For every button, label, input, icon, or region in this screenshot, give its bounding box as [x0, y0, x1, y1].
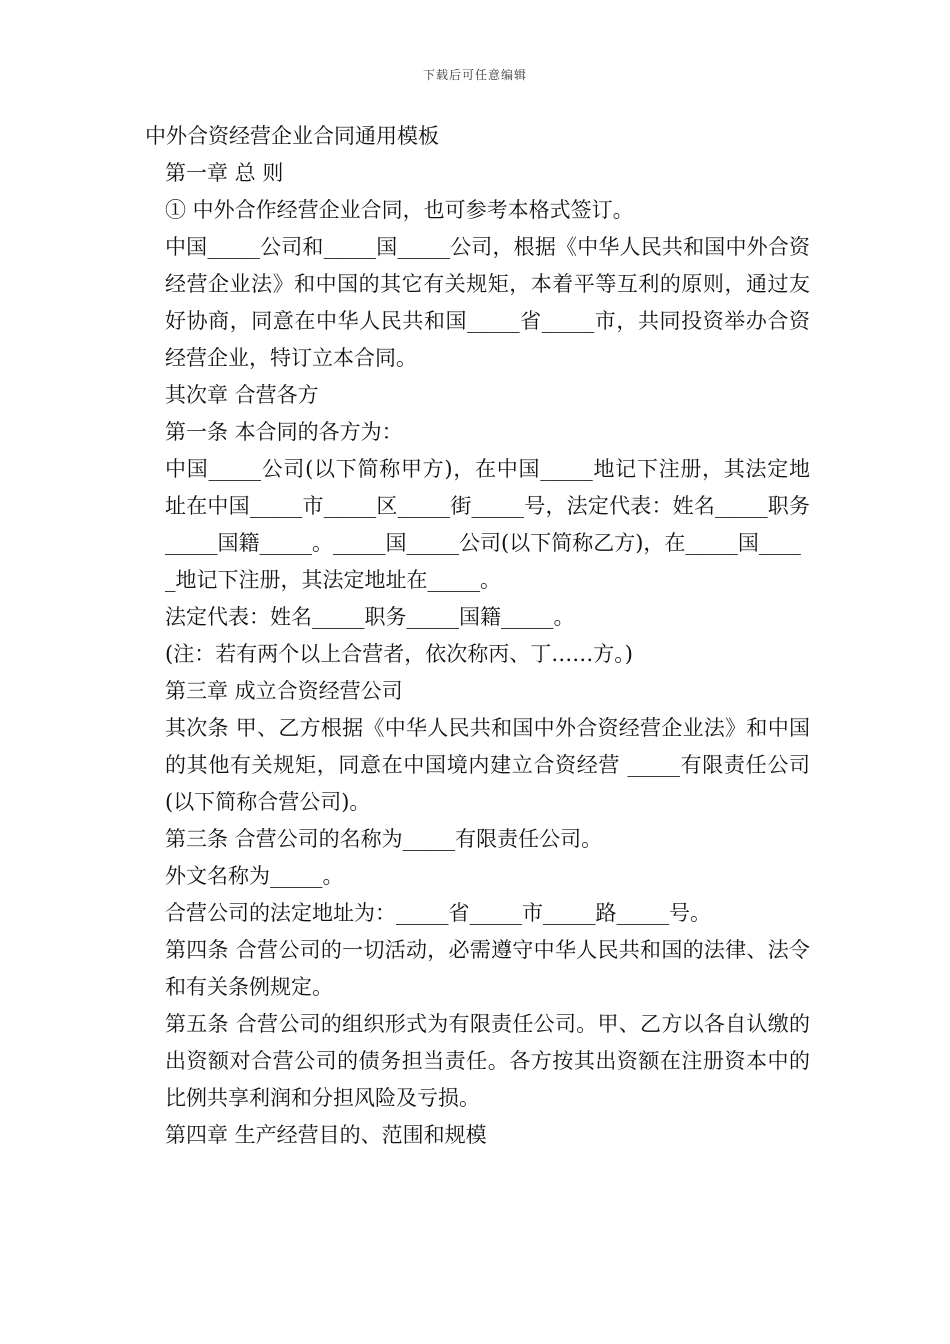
document-title: 中外合资经营企业合同通用模板 [145, 124, 439, 148]
chapter-heading: 第一章 总 则 [165, 161, 284, 185]
paragraph: 合营公司的法定地址为：_____省_____市_____路_____号。 [165, 901, 711, 925]
note: (注：若有两个以上合营者，依次称丙、丁……方。) [165, 642, 633, 666]
paragraph: 中国_____公司(以下简称甲方)，在中国_____地记下注册，其法定地址在中国_____市_____区_____街_____号，法定代表：姓名_____职务_____国籍_____。_____国_____公司(以下简称乙方)，在_____国____ [165, 457, 810, 555]
page-header: 下载后可任意编辑 [422, 68, 527, 82]
chapter-heading: 其次章 合营各方 [165, 383, 319, 407]
paragraph: 法定代表：姓名_____职务_____国籍_____。 [165, 605, 575, 629]
paragraph: 第四条 合营公司的一切活动，必需遵守中华人民共和国的法律、法令和有关条例规定。 [165, 938, 810, 999]
chapter-heading: 第三章 成立合资经营公司 [165, 679, 403, 703]
paragraph: 外文名称为_____。 [165, 864, 344, 888]
paragraph: 中国_____公司和_____国_____公司，根据《中华人民共和国中外合资经营企业法》和中国的其它有关规矩，本着平等互利的原则，通过友好协商，同意在中华人民共和国_____省_____市，共同投资举办合资经营企业，特订立本合同。 [165, 235, 810, 370]
paragraph: 第五条 合营公司的组织形式为有限责任公司。甲、乙方以各自认缴的出资额对合营公司的债务担当责任。各方按其出资额在注册资本中的比例共享利润和分担风险及亏损。 [165, 1012, 810, 1110]
paragraph: _地记下注册，其法定地址在_____。 [165, 568, 501, 592]
paragraph: 第三条 合营公司的名称为_____有限责任公司。 [165, 827, 603, 851]
paragraph: ① 中外合作经营企业合同，也可参考本格式签订。 [165, 198, 634, 222]
article-heading: 第一条 本合同的各方为： [165, 420, 403, 444]
chapter-heading: 第四章 生产经营目的、范围和规模 [165, 1123, 487, 1147]
paragraph: 其次条 甲、乙方根据《中华人民共和国中外合资经营企业法》和中国的其他有关规矩，同意在中国境内建立合资经营 _____有限责任公司(以下简称合营公司)。 [165, 716, 810, 814]
document-body [145, 118, 810, 1154]
